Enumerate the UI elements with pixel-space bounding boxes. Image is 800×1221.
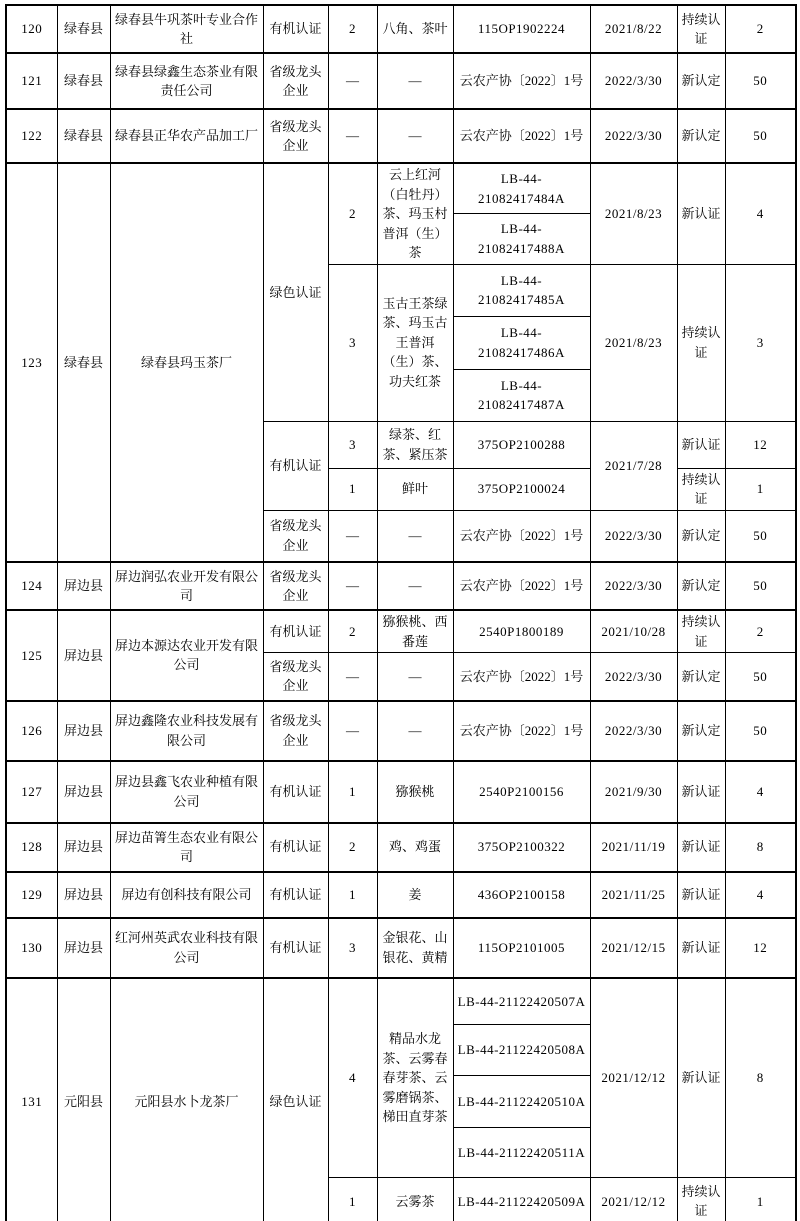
cell-row-no: 131 bbox=[6, 978, 57, 1221]
cell-score: 50 bbox=[725, 653, 796, 701]
cell-row-no: 130 bbox=[6, 918, 57, 978]
cell-products: 玉古王茶绿茶、玛玉古王普洱（生）茶、功夫红茶 bbox=[377, 264, 453, 421]
cell-cert-number: LB-44-21082417488A bbox=[453, 214, 590, 265]
cell-cert-number: 436OP2100158 bbox=[453, 872, 590, 918]
cell-products: 金银花、山银花、黄精 bbox=[377, 918, 453, 978]
cell-company-name: 屏边鑫隆农业科技发展有限公司 bbox=[110, 701, 263, 761]
cell-county: 元阳县 bbox=[57, 978, 110, 1221]
cell-cert-status: 持续认证 bbox=[677, 264, 725, 421]
cell-cert-type: 有机认证 bbox=[263, 761, 328, 823]
cell-company-name: 屏边润弘农业开发有限公司 bbox=[110, 562, 263, 610]
cell-product-count: — bbox=[328, 510, 377, 562]
cell-cert-date: 2021/8/23 bbox=[590, 264, 677, 421]
cell-cert-status: 持续认证 bbox=[677, 468, 725, 510]
cell-cert-number: 云农产协〔2022〕1号 bbox=[453, 701, 590, 761]
cell-cert-date: 2021/10/28 bbox=[590, 610, 677, 653]
cell-cert-type: 有机认证 bbox=[263, 918, 328, 978]
cell-company-name: 元阳县水卜龙茶厂 bbox=[110, 978, 263, 1221]
cell-products: 精品水龙茶、云雾春春芽茶、云雾磨锅茶、梯田直芽茶 bbox=[377, 978, 453, 1178]
cell-score: 3 bbox=[725, 264, 796, 421]
cell-county: 屏边县 bbox=[57, 761, 110, 823]
cell-company-name: 绿春县绿鑫生态茶业有限责任公司 bbox=[110, 53, 263, 109]
cell-cert-date: 2021/12/15 bbox=[590, 918, 677, 978]
cell-row-no: 122 bbox=[6, 109, 57, 163]
cell-product-count: 2 bbox=[328, 163, 377, 264]
cell-cert-status: 新认证 bbox=[677, 163, 725, 264]
cell-cert-number: LB-44-21082417485A bbox=[453, 264, 590, 316]
cell-cert-type: 有机认证 bbox=[263, 610, 328, 653]
cell-cert-date: 2021/12/12 bbox=[590, 978, 677, 1178]
cell-company-name: 屏边苗箐生态农业有限公司 bbox=[110, 823, 263, 872]
cell-county: 屏边县 bbox=[57, 562, 110, 610]
table-row bbox=[6, 109, 796, 163]
cell-cert-type: 有机认证 bbox=[263, 823, 328, 872]
cell-cert-status: 新认定 bbox=[677, 53, 725, 109]
cell-row-no: 126 bbox=[6, 701, 57, 761]
cell-company-name: 屏边有创科技有限公司 bbox=[110, 872, 263, 918]
cell-cert-number: LB-44-21122420510A bbox=[453, 1076, 590, 1128]
cell-score: 4 bbox=[725, 163, 796, 264]
cell-cert-date: 2022/3/30 bbox=[590, 510, 677, 562]
cell-cert-date: 2021/11/19 bbox=[590, 823, 677, 872]
cell-county: 屏边县 bbox=[57, 610, 110, 701]
cell-cert-status: 持续认证 bbox=[677, 5, 725, 53]
cell-product-count: — bbox=[328, 562, 377, 610]
cell-cert-status: 新认证 bbox=[677, 823, 725, 872]
table-row bbox=[6, 5, 796, 53]
cell-company-name: 屏边本源达农业开发有限公司 bbox=[110, 610, 263, 701]
cell-products: 云上红河（白牡丹）茶、玛玉村普洱（生）茶 bbox=[377, 163, 453, 264]
table-row bbox=[6, 163, 796, 214]
cell-score: 50 bbox=[725, 701, 796, 761]
table-row bbox=[6, 761, 796, 823]
cell-cert-date: 2021/11/25 bbox=[590, 872, 677, 918]
cell-product-count: — bbox=[328, 701, 377, 761]
cell-cert-number: LB-44-21082417484A bbox=[453, 163, 590, 214]
table-row bbox=[6, 53, 796, 109]
cell-cert-type: 绿色认证 bbox=[263, 978, 328, 1221]
cell-cert-number: 2540P2100156 bbox=[453, 761, 590, 823]
cell-cert-type: 省级龙头企业 bbox=[263, 53, 328, 109]
cell-cert-status: 新认证 bbox=[677, 761, 725, 823]
cell-row-no: 124 bbox=[6, 562, 57, 610]
cell-products: — bbox=[377, 701, 453, 761]
cell-company-name: 绿春县玛玉茶厂 bbox=[110, 163, 263, 562]
table-row bbox=[6, 872, 796, 918]
cell-score: 50 bbox=[725, 53, 796, 109]
cell-product-count: 2 bbox=[328, 823, 377, 872]
cell-row-no: 129 bbox=[6, 872, 57, 918]
cell-product-count: — bbox=[328, 109, 377, 163]
cell-cert-date: 2021/8/22 bbox=[590, 5, 677, 53]
cell-cert-number: 115OP1902224 bbox=[453, 5, 590, 53]
cell-cert-status: 新认证 bbox=[677, 421, 725, 468]
table-row bbox=[6, 562, 796, 610]
cell-score: 2 bbox=[725, 610, 796, 653]
cell-county: 屏边县 bbox=[57, 872, 110, 918]
cell-score: 12 bbox=[725, 421, 796, 468]
table-row bbox=[6, 701, 796, 761]
cell-product-count: — bbox=[328, 53, 377, 109]
cell-cert-status: 新认定 bbox=[677, 109, 725, 163]
cell-cert-number: LB-44-21082417487A bbox=[453, 369, 590, 421]
cell-county: 屏边县 bbox=[57, 701, 110, 761]
cell-products: 鲜叶 bbox=[377, 468, 453, 510]
cell-cert-number: 2540P1800189 bbox=[453, 610, 590, 653]
cell-cert-date: 2022/3/30 bbox=[590, 53, 677, 109]
cell-cert-type: 省级龙头企业 bbox=[263, 701, 328, 761]
cell-product-count: 1 bbox=[328, 872, 377, 918]
cell-score: 2 bbox=[725, 5, 796, 53]
cell-cert-date: 2022/3/30 bbox=[590, 653, 677, 701]
cell-product-count: — bbox=[328, 653, 377, 701]
cell-row-no: 128 bbox=[6, 823, 57, 872]
cell-cert-status: 新认定 bbox=[677, 701, 725, 761]
cell-row-no: 125 bbox=[6, 610, 57, 701]
cell-cert-number: 云农产协〔2022〕1号 bbox=[453, 653, 590, 701]
cell-cert-type: 有机认证 bbox=[263, 872, 328, 918]
cell-cert-date: 2021/7/28 bbox=[590, 421, 677, 510]
cell-cert-date: 2021/9/30 bbox=[590, 761, 677, 823]
cell-score: 4 bbox=[725, 872, 796, 918]
cell-products: 姜 bbox=[377, 872, 453, 918]
cell-product-count: 2 bbox=[328, 5, 377, 53]
cell-product-count: 1 bbox=[328, 761, 377, 823]
cell-product-count: 4 bbox=[328, 978, 377, 1178]
cell-cert-type: 有机认证 bbox=[263, 5, 328, 53]
table-row bbox=[6, 610, 796, 653]
cell-cert-date: 2022/3/30 bbox=[590, 109, 677, 163]
cell-county: 绿春县 bbox=[57, 5, 110, 53]
cell-cert-status: 新认定 bbox=[677, 510, 725, 562]
cell-county: 绿春县 bbox=[57, 53, 110, 109]
cell-cert-date: 2021/12/12 bbox=[590, 1178, 677, 1221]
cell-cert-number: 云农产协〔2022〕1号 bbox=[453, 562, 590, 610]
table-row bbox=[6, 823, 796, 872]
cell-score: 8 bbox=[725, 823, 796, 872]
cell-cert-status: 新认证 bbox=[677, 978, 725, 1178]
cell-company-name: 红河州英武农业科技有限公司 bbox=[110, 918, 263, 978]
cell-cert-type: 有机认证 bbox=[263, 421, 328, 510]
cell-products: 猕猴桃 bbox=[377, 761, 453, 823]
cell-products: — bbox=[377, 653, 453, 701]
cell-product-count: 2 bbox=[328, 610, 377, 653]
cell-county: 绿春县 bbox=[57, 163, 110, 562]
cell-score: 8 bbox=[725, 978, 796, 1178]
cell-products: — bbox=[377, 510, 453, 562]
cell-cert-number: LB-44-21122420508A bbox=[453, 1025, 590, 1076]
cell-cert-number: LB-44-21082417486A bbox=[453, 316, 590, 369]
table-row bbox=[6, 978, 796, 1025]
cell-company-name: 屏边县鑫飞农业种植有限公司 bbox=[110, 761, 263, 823]
cell-row-no: 127 bbox=[6, 761, 57, 823]
cell-cert-date: 2022/3/30 bbox=[590, 562, 677, 610]
cell-score: 50 bbox=[725, 510, 796, 562]
cell-products: 八角、茶叶 bbox=[377, 5, 453, 53]
cell-company-name: 绿春县正华农产品加工厂 bbox=[110, 109, 263, 163]
cell-score: 1 bbox=[725, 1178, 796, 1221]
cell-county: 绿春县 bbox=[57, 109, 110, 163]
cell-products: — bbox=[377, 53, 453, 109]
cell-products: 猕猴桃、西番莲 bbox=[377, 610, 453, 653]
cell-cert-number: 375OP2100288 bbox=[453, 421, 590, 468]
cell-cert-type: 省级龙头企业 bbox=[263, 109, 328, 163]
cell-row-no: 121 bbox=[6, 53, 57, 109]
cell-cert-number: 云农产协〔2022〕1号 bbox=[453, 109, 590, 163]
cell-company-name: 绿春县牛巩茶叶专业合作社 bbox=[110, 5, 263, 53]
cell-cert-number: LB-44-21122420511A bbox=[453, 1128, 590, 1178]
cell-cert-number: 云农产协〔2022〕1号 bbox=[453, 53, 590, 109]
cell-products: — bbox=[377, 562, 453, 610]
cell-row-no: 123 bbox=[6, 163, 57, 562]
cell-score: 50 bbox=[725, 109, 796, 163]
cell-product-count: 1 bbox=[328, 468, 377, 510]
cell-cert-type: 省级龙头企业 bbox=[263, 562, 328, 610]
cell-cert-status: 新认证 bbox=[677, 918, 725, 978]
cell-score: 4 bbox=[725, 761, 796, 823]
table-row bbox=[6, 918, 796, 978]
cell-county: 屏边县 bbox=[57, 918, 110, 978]
cell-cert-status: 新认定 bbox=[677, 653, 725, 701]
cell-products: — bbox=[377, 109, 453, 163]
cell-product-count: 1 bbox=[328, 1178, 377, 1221]
cell-cert-date: 2021/8/23 bbox=[590, 163, 677, 264]
cell-cert-type: 绿色认证 bbox=[263, 163, 328, 421]
cell-cert-status: 持续认证 bbox=[677, 610, 725, 653]
cell-cert-status: 新认定 bbox=[677, 562, 725, 610]
cell-cert-status: 持续认证 bbox=[677, 1178, 725, 1221]
cell-cert-number: 375OP2100322 bbox=[453, 823, 590, 872]
cell-product-count: 3 bbox=[328, 918, 377, 978]
cell-cert-status: 新认证 bbox=[677, 872, 725, 918]
cell-row-no: 120 bbox=[6, 5, 57, 53]
cell-product-count: 3 bbox=[328, 264, 377, 421]
cell-cert-number: LB-44-21122420507A bbox=[453, 978, 590, 1025]
cell-cert-type: 省级龙头企业 bbox=[263, 653, 328, 701]
cell-cert-date: 2022/3/30 bbox=[590, 701, 677, 761]
cell-products: 绿茶、红茶、紧压茶 bbox=[377, 421, 453, 468]
cell-products: 鸡、鸡蛋 bbox=[377, 823, 453, 872]
cell-cert-number: 115OP2101005 bbox=[453, 918, 590, 978]
cell-cert-number: LB-44-21122420509A bbox=[453, 1178, 590, 1221]
cell-product-count: 3 bbox=[328, 421, 377, 468]
cell-county: 屏边县 bbox=[57, 823, 110, 872]
cell-cert-number: 375OP2100024 bbox=[453, 468, 590, 510]
cell-score: 12 bbox=[725, 918, 796, 978]
cell-cert-type: 省级龙头企业 bbox=[263, 510, 328, 562]
certification-table bbox=[5, 4, 797, 1221]
cell-cert-number: 云农产协〔2022〕1号 bbox=[453, 510, 590, 562]
cell-score: 50 bbox=[725, 562, 796, 610]
cell-products: 云雾茶 bbox=[377, 1178, 453, 1221]
cell-score: 1 bbox=[725, 468, 796, 510]
